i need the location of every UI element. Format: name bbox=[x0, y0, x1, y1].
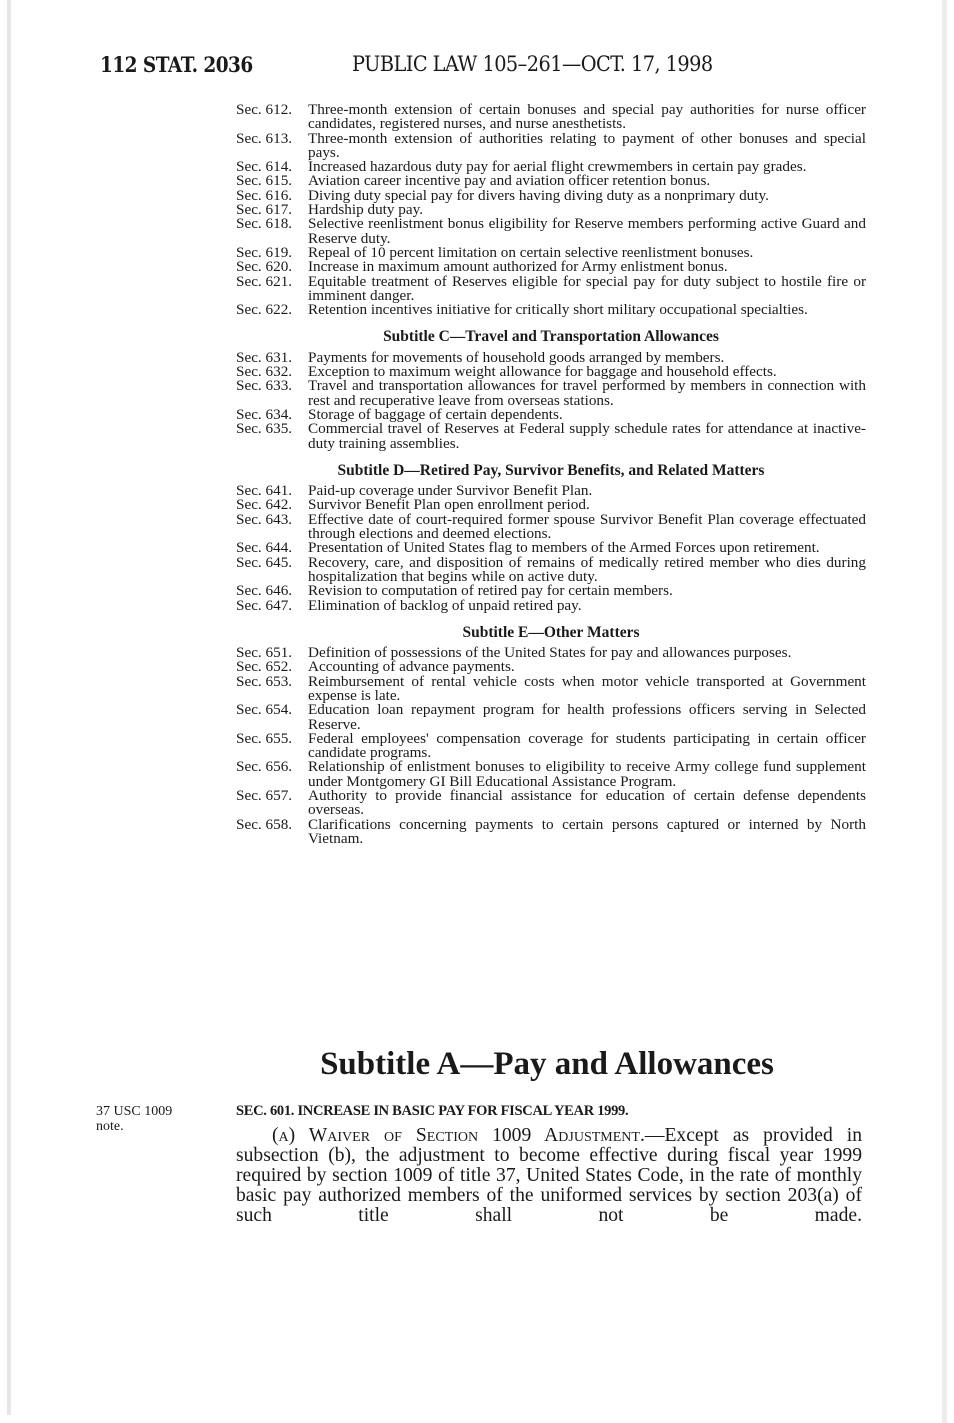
toc-section-title: Hardship duty pay. bbox=[308, 201, 424, 219]
page-edge-left bbox=[7, 0, 11, 1415]
table-of-contents bbox=[236, 103, 866, 846]
toc-section-number: Sec. 656. bbox=[236, 758, 293, 776]
section-601-body bbox=[236, 1126, 862, 1226]
toc-entry bbox=[236, 672, 866, 704]
toc-section-title: Survivor Benefit Plan open enrollment period. bbox=[308, 496, 590, 514]
toc-section-title: Payments for movements of household goods arranged by members. bbox=[308, 348, 725, 366]
toc-entry bbox=[236, 729, 866, 762]
toc-entry bbox=[236, 760, 866, 789]
toc-section-number: Sec. 632. bbox=[236, 363, 293, 381]
toc-section-title: Repeal of 10 percent limitation on certain selective reenlistment bonuses. bbox=[308, 243, 754, 261]
toc-section-title: Definition of possessions of the United States for pay and allowances purposes. bbox=[308, 644, 792, 662]
toc-section-number: Sec. 655. bbox=[236, 729, 293, 747]
toc-section-number: Sec. 658. bbox=[236, 815, 293, 833]
running-head bbox=[0, 52, 954, 82]
toc-section-title: Three-month extension of certain bonuses and special pay authorities for nurse officer candidates, registered nurses, and nurse anesthetists. bbox=[308, 101, 866, 133]
toc-section-title: Commercial travel of Reserves at Federal supply schedule rates for attendance at inactive-duty training assemblies. bbox=[308, 420, 866, 452]
toc-section-number: Sec. 653. bbox=[236, 672, 293, 690]
toc-section-title: Revision to computation of retired pay for certain members. bbox=[308, 582, 673, 600]
toc-section-title: Storage of baggage of certain dependents. bbox=[308, 405, 563, 423]
toc-section-title: Paid-up coverage under Survivor Benefit Plan. bbox=[308, 482, 593, 500]
toc-section-title: Effective date of court-required former spouse Survivor Benefit Plan coverage effectuated through elections and deemed elections. bbox=[308, 510, 866, 543]
margin-note-citation: 37 USC 1009 bbox=[96, 1104, 173, 1119]
toc-section-number: Sec. 651. bbox=[236, 644, 293, 662]
toc-entry bbox=[236, 272, 866, 304]
toc-section-number: Sec. 614. bbox=[236, 158, 293, 176]
toc-entry bbox=[236, 553, 866, 585]
subtitle-c-heading: Subtitle C—Travel and Transportation Allowances bbox=[383, 328, 719, 346]
toc-section-number: Sec. 633. bbox=[236, 377, 293, 395]
toc-section-title: Authority to provide financial assistance for education of certain defense dependents overseas. bbox=[308, 787, 866, 819]
toc-section-title: Relationship of enlistment bonuses to eligibility to receive Army college fund supplement under Montgomery GI Bill Educational Assistance Program. bbox=[308, 758, 866, 790]
toc-section-title: Exception to maximum weight allowance for baggage and household effects. bbox=[308, 363, 777, 381]
toc-section-title: Recovery, care, and disposition of remains of medically retired member who dies during hospitalization that begins while on active duty. bbox=[308, 553, 866, 585]
toc-section-title: Education loan repayment program for health professions officers serving in Selected Reserve. bbox=[308, 701, 866, 733]
section-601-heading: SEC. 601. INCREASE IN BASIC PAY FOR FISCAL YEAR 1999. bbox=[236, 1103, 629, 1119]
toc-section-title: Presentation of United States flag to members of the Armed Forces upon retirement. bbox=[308, 539, 820, 557]
toc-section-number: Sec. 619. bbox=[236, 243, 293, 261]
toc-section-number: Sec. 634. bbox=[236, 405, 293, 423]
margin-note-label: note. bbox=[96, 1119, 124, 1134]
toc-entry bbox=[236, 789, 866, 818]
toc-entry bbox=[236, 815, 866, 847]
toc-section-title: Clarifications concerning payments to certain persons captured or interned by North Vietnam. bbox=[308, 815, 866, 847]
toc-entry bbox=[236, 103, 866, 132]
public-law-citation: PUBLIC LAW 105–261—OCT. 17, 1998 bbox=[352, 52, 713, 76]
toc-section-number: Sec. 621. bbox=[236, 272, 293, 290]
toc-subtitle-d-list bbox=[236, 484, 866, 613]
toc-section-title: Equitable treatment of Reserves eligible for special pay for duty subject to hostile fire or imminent danger. bbox=[308, 272, 866, 304]
toc-section-number: Sec. 654. bbox=[236, 701, 293, 719]
toc-entry bbox=[236, 510, 866, 543]
toc-section-number: Sec. 620. bbox=[236, 258, 293, 276]
toc-section-number: Sec. 635. bbox=[236, 420, 293, 438]
toc-section-number: Sec. 646. bbox=[236, 582, 293, 600]
toc-entry bbox=[236, 303, 866, 317]
toc-section-title: Selective reenlistment bonus eligibility for Reserve members performing active Guard and Reserve duty. bbox=[308, 215, 866, 247]
statute-page-number: 112 STAT. 2036 bbox=[100, 52, 253, 77]
toc-entry bbox=[236, 129, 866, 161]
toc-entry bbox=[236, 703, 866, 732]
toc-entry bbox=[236, 379, 866, 408]
toc-section-number: Sec. 617. bbox=[236, 201, 293, 219]
toc-section-title: Increased hazardous duty pay for aerial flight crewmembers in certain pay grades. bbox=[308, 158, 807, 176]
toc-section-number: Sec. 618. bbox=[236, 215, 293, 233]
paragraph-a-text: —Except as provided in subsection (b), the adjustment to become effective during fiscal year 1999 required by section 1009 of title 37, United States Code, in the rate of monthly basic pay authorized members of the uniformed services by section 203(a) of such title shall not be made. bbox=[236, 1125, 862, 1226]
toc-section-number: Sec. 642. bbox=[236, 496, 293, 514]
toc-section-title: Federal employees' compensation coverage for students participating in certain officer candidate programs. bbox=[308, 729, 866, 762]
toc-section-title: Travel and transportation allowances for travel performed by members in connection with rest and recuperative leave from overseas stations. bbox=[308, 377, 866, 409]
toc-section-number: Sec. 631. bbox=[236, 348, 293, 366]
toc-section-number: Sec. 616. bbox=[236, 186, 293, 204]
paragraph-a-label: (a) Waiver of Section 1009 Adjustment. bbox=[272, 1125, 645, 1146]
toc-subtitle-c-list bbox=[236, 348, 866, 452]
toc-entry bbox=[236, 217, 866, 246]
toc-section-number: Sec. 647. bbox=[236, 596, 293, 614]
toc-section-title: Three-month extension of authorities relating to payment of other bonuses and special pays. bbox=[308, 129, 866, 161]
toc-section-title: Aviation career incentive pay and aviation officer retention bonus. bbox=[308, 172, 711, 190]
toc-section-title: Elimination of backlog of unpaid retired pay. bbox=[308, 596, 582, 614]
subtitle-a-heading: Subtitle A—Pay and Allowances bbox=[320, 1046, 774, 1082]
margin-note bbox=[96, 1104, 172, 1134]
toc-section-title: Accounting of advance payments. bbox=[308, 658, 515, 676]
toc-section-number: Sec. 645. bbox=[236, 553, 293, 571]
toc-section-number: Sec. 643. bbox=[236, 510, 293, 528]
toc-entry bbox=[236, 422, 866, 451]
toc-section-title: Retention incentives initiative for critically short military occupational specialties. bbox=[308, 301, 808, 319]
toc-section-number: Sec. 615. bbox=[236, 172, 293, 190]
page-edge-right bbox=[942, 0, 947, 1423]
toc-section-number: Sec. 641. bbox=[236, 482, 293, 500]
toc-entry bbox=[236, 596, 866, 614]
toc-section-title: Diving duty special pay for divers having diving duty as a nonprimary duty. bbox=[308, 186, 769, 204]
toc-section-number: Sec. 622. bbox=[236, 301, 293, 319]
subtitle-e-heading: Subtitle E—Other Matters bbox=[462, 623, 640, 641]
toc-section-title: Reimbursement of rental vehicle costs when motor vehicle transported at Government expense is late. bbox=[308, 672, 866, 704]
toc-subtitle-b-tail bbox=[236, 103, 866, 317]
toc-section-title: Increase in maximum amount authorized for Army enlistment bonus. bbox=[308, 258, 728, 276]
toc-section-number: Sec. 644. bbox=[236, 539, 293, 557]
paragraph-a bbox=[236, 1126, 862, 1226]
toc-subtitle-e-list bbox=[236, 646, 866, 846]
toc-section-number: Sec. 613. bbox=[236, 129, 293, 147]
toc-section-number: Sec. 657. bbox=[236, 787, 293, 805]
toc-section-number: Sec. 652. bbox=[236, 658, 293, 676]
subtitle-d-heading: Subtitle D—Retired Pay, Survivor Benefits, and Related Matters bbox=[337, 461, 765, 479]
toc-section-number: Sec. 612. bbox=[236, 101, 293, 118]
